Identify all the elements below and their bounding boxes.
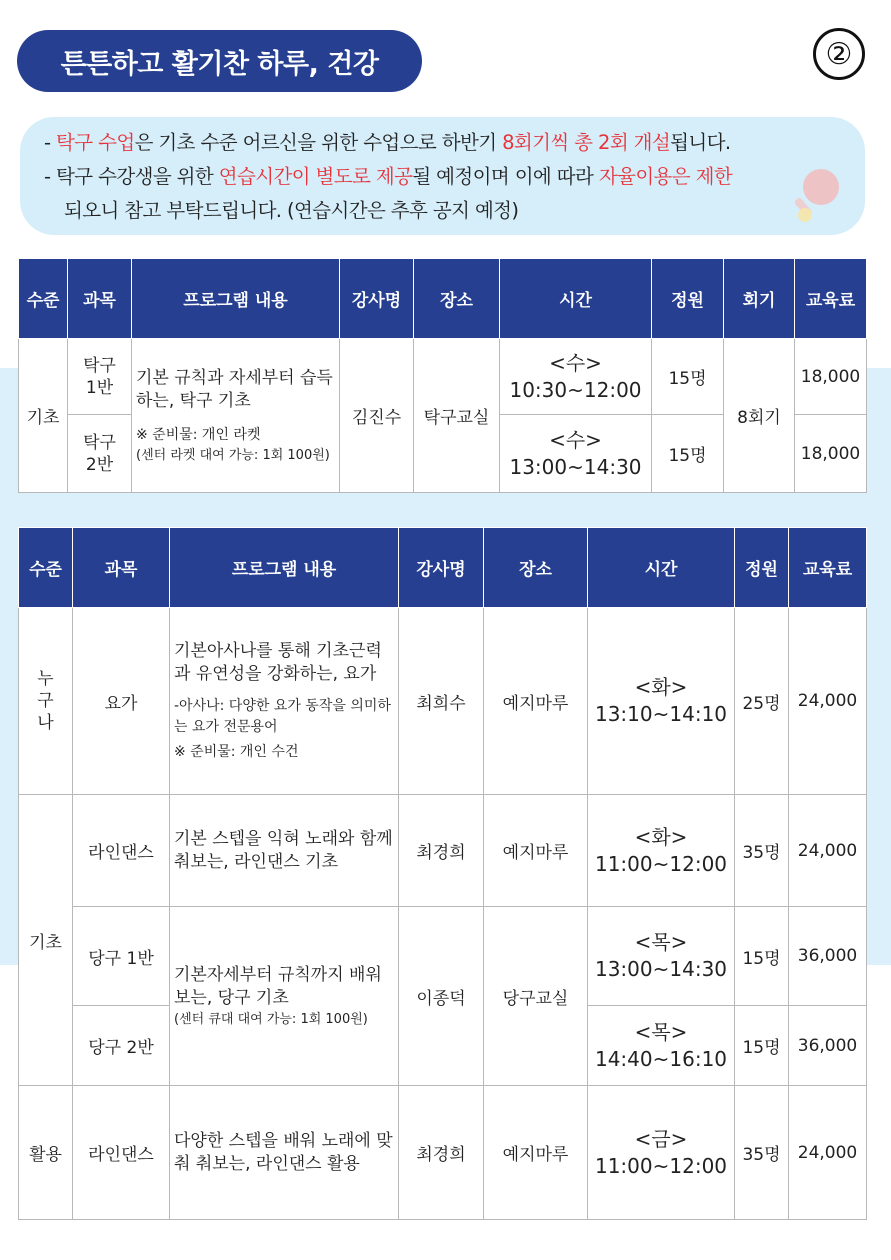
- ping-pong-paddle-icon: [791, 167, 847, 223]
- fee-cell: 24,000: [789, 608, 867, 795]
- time-cell: <금> 11:00~12:00: [588, 1086, 735, 1220]
- subject-cell: 당구 2반: [73, 1006, 170, 1086]
- table-row-linedance-applied: [19, 1086, 867, 1220]
- subject-cell: 탁구 2반: [68, 415, 132, 493]
- header-subject: 과목: [68, 259, 132, 339]
- level-cell: 활용: [19, 1086, 73, 1220]
- time-cell: <목> 14:40~16:10: [588, 1006, 735, 1086]
- header-time: 시간: [588, 528, 735, 608]
- time-cell: <화> 13:10~14:10: [588, 608, 735, 795]
- capacity-cell: 15명: [735, 1006, 789, 1086]
- page-number: ②: [813, 28, 865, 80]
- place-cell: 당구교실: [484, 907, 588, 1086]
- subject-cell: 당구 1반: [73, 907, 170, 1006]
- time-cell: <수> 10:30~12:00: [500, 339, 652, 415]
- instructor-cell: 최경희: [399, 795, 484, 907]
- content-cell: 기본 규칙과 자세부터 습득하는, 탁구 기초 ※ 준비물: 개인 라켓 (센터 라켓 대여 가능: 1회 100원): [132, 339, 340, 493]
- header-instructor: 강사명: [340, 259, 414, 339]
- level-cell: 누 구 나: [19, 608, 73, 795]
- notice-box: [20, 117, 865, 235]
- instructor-cell: 최경희: [399, 1086, 484, 1220]
- header-capacity: 정원: [652, 259, 724, 339]
- header-content: 프로그램 내용: [170, 528, 399, 608]
- time-cell: <목> 13:00~14:30: [588, 907, 735, 1006]
- fee-cell: 36,000: [789, 907, 867, 1006]
- table-row-linedance-basic: [19, 795, 867, 907]
- content-cell: 기본아사나를 통해 기초근력과 유연성을 강화하는, 요가 -아사나: 다양한 요가 동작을 의미하는 요가 전문용어 ※ 준비물: 개인 수건: [170, 608, 399, 795]
- place-cell: 탁구교실: [414, 339, 500, 493]
- subject-cell: 라인댄스: [73, 795, 170, 907]
- subject-cell: 요가: [73, 608, 170, 795]
- header-capacity: 정원: [735, 528, 789, 608]
- header-place: 장소: [484, 528, 588, 608]
- notice-line-3: 되오니 참고 부탁드립니다. (연습시간은 추후 공지 예정): [64, 199, 519, 222]
- capacity-cell: 15명: [735, 907, 789, 1006]
- table-row-billiards-1: [19, 907, 867, 1006]
- capacity-cell: 15명: [652, 415, 724, 493]
- table-programs: [18, 527, 867, 1220]
- page-title: 튼튼하고 활기찬 하루, 건강: [17, 30, 422, 92]
- place-cell: 예지마루: [484, 795, 588, 907]
- instructor-cell: 이종덕: [399, 907, 484, 1086]
- subject-cell: 탁구 1반: [68, 339, 132, 415]
- fee-cell: 36,000: [789, 1006, 867, 1086]
- content-cell: 기본자세부터 규칙까지 배워보는, 당구 기초 (센터 큐대 대여 가능: 1회 100원): [170, 907, 399, 1086]
- table-header-row: [19, 528, 867, 608]
- fee-cell: 24,000: [789, 795, 867, 907]
- place-cell: 예지마루: [484, 1086, 588, 1220]
- capacity-cell: 15명: [652, 339, 724, 415]
- table-row: [19, 339, 867, 415]
- instructor-cell: 김진수: [340, 339, 414, 493]
- content-cell: 기본 스텝을 익혀 노래와 함께 춰보는, 라인댄스 기초: [170, 795, 399, 907]
- notice-line-1: - 탁구 수업은 기초 수준 어르신을 위한 수업으로 하반기 8회기씩 총 2회 개설됩니다.: [44, 131, 731, 154]
- header-time: 시간: [500, 259, 652, 339]
- capacity-cell: 25명: [735, 608, 789, 795]
- level-cell: 기초: [19, 795, 73, 1086]
- fee-cell: 18,000: [795, 339, 867, 415]
- capacity-cell: 35명: [735, 1086, 789, 1220]
- capacity-cell: 35명: [735, 795, 789, 907]
- table-header-row: [19, 259, 867, 339]
- instructor-cell: 최희수: [399, 608, 484, 795]
- level-cell: 기초: [19, 339, 68, 493]
- header-place: 장소: [414, 259, 500, 339]
- header-level: 수준: [19, 528, 73, 608]
- table-pingpong: [18, 258, 867, 493]
- header-subject: 과목: [73, 528, 170, 608]
- notice-line-2: - 탁구 수강생을 위한 연습시간이 별도로 제공될 예정이며 이에 따라 자율이용은 제한: [44, 165, 733, 188]
- fee-cell: 24,000: [789, 1086, 867, 1220]
- header-level: 수준: [19, 259, 68, 339]
- header-fee: 교육료: [789, 528, 867, 608]
- time-cell: <수> 13:00~14:30: [500, 415, 652, 493]
- header-fee: 교육료: [795, 259, 867, 339]
- header-sessions: 회기: [724, 259, 795, 339]
- time-cell: <화> 11:00~12:00: [588, 795, 735, 907]
- subject-cell: 라인댄스: [73, 1086, 170, 1220]
- place-cell: 예지마루: [484, 608, 588, 795]
- table-row-yoga: [19, 608, 867, 795]
- header-instructor: 강사명: [399, 528, 484, 608]
- header-content: 프로그램 내용: [132, 259, 340, 339]
- sessions-cell: 8회기: [724, 339, 795, 493]
- content-cell: 다양한 스텝을 배워 노래에 맞춰 춰보는, 라인댄스 활용: [170, 1086, 399, 1220]
- fee-cell: 18,000: [795, 415, 867, 493]
